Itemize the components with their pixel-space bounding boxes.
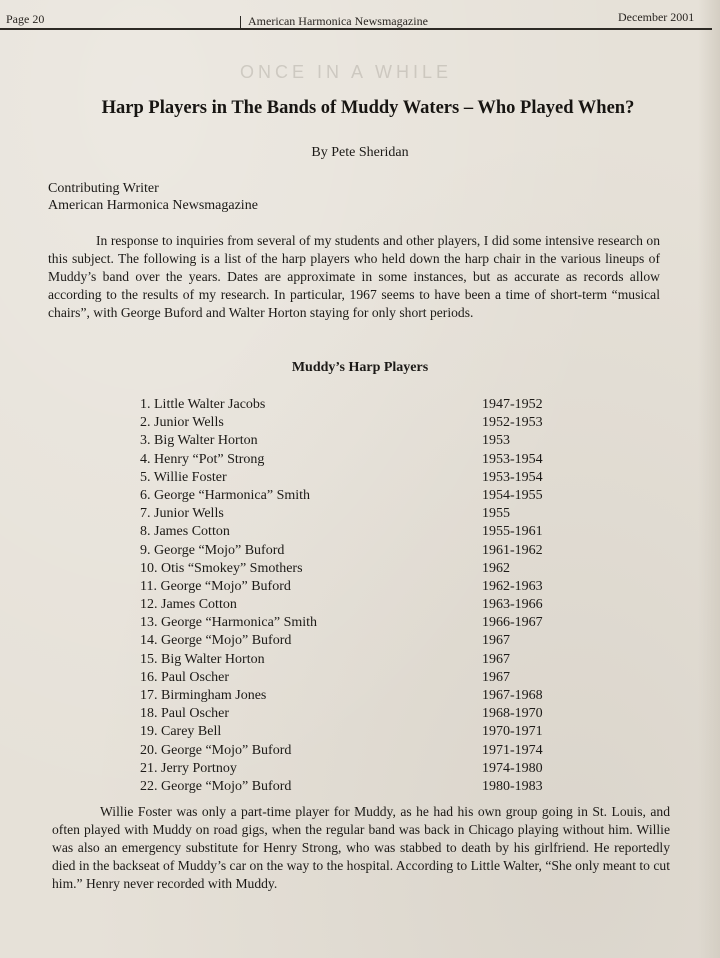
list-item bbox=[140, 543, 560, 561]
harp-players-list bbox=[140, 397, 560, 797]
contributor-role: Contributing Writer bbox=[48, 181, 159, 196]
issue-date: December 2001 bbox=[618, 10, 695, 24]
player-years: 1974-1980 bbox=[482, 760, 543, 776]
player-name: 5. Willie Foster bbox=[140, 469, 227, 485]
player-years: 1961-1962 bbox=[482, 542, 543, 558]
player-years: 1971-1974 bbox=[482, 742, 543, 758]
player-name: 7. Junior Wells bbox=[140, 506, 224, 522]
list-item bbox=[140, 597, 560, 615]
player-name: 10. Otis “Smokey” Smothers bbox=[140, 560, 303, 576]
player-years: 1955-1961 bbox=[482, 524, 543, 540]
player-years: 1952-1953 bbox=[482, 415, 543, 431]
player-name: 19. Carey Bell bbox=[140, 724, 222, 740]
page-header bbox=[0, 10, 720, 30]
player-name: 6. George “Harmonica” Smith bbox=[140, 487, 311, 503]
list-item bbox=[140, 670, 560, 688]
player-years: 1967-1968 bbox=[482, 688, 543, 703]
list-item bbox=[140, 633, 560, 651]
player-years: 1980-1983 bbox=[482, 778, 543, 794]
player-years: 1954-1955 bbox=[482, 487, 543, 503]
player-years: 1967 bbox=[482, 651, 510, 667]
player-years: 1966-1967 bbox=[482, 615, 543, 631]
player-years: 1963-1966 bbox=[482, 597, 543, 613]
player-years: 1968-1970 bbox=[482, 706, 543, 722]
player-name: 14. George “Mojo” Buford bbox=[140, 633, 292, 649]
player-years: 1953-1954 bbox=[482, 469, 543, 485]
list-item bbox=[140, 397, 560, 415]
player-years: 1953 bbox=[482, 433, 510, 449]
list-item bbox=[140, 470, 560, 488]
player-years: 1970-1971 bbox=[482, 724, 543, 740]
intro-paragraph: In response to inquiries from several of my students and other players, I did some intensive research on this subject. The following is a list of the harp players who held down the harp chair in the various lineups of Muddy’s band over the years. Dates are approximate in some instances, but as accurate as records allow according to the results of my research. In particular, 1967 seems to have been a time of short-term “musical chairs”, with George Buford and Walter Horton staying for only short periods. bbox=[48, 233, 660, 320]
player-name: 11. George “Mojo” Buford bbox=[140, 578, 291, 594]
player-years: 1947-1952 bbox=[482, 397, 543, 412]
list-item bbox=[140, 452, 560, 470]
player-name: 4. Henry “Pot” Strong bbox=[140, 451, 265, 467]
list-item bbox=[140, 561, 560, 579]
list-item bbox=[140, 506, 560, 524]
player-name: 9. George “Mojo” Buford bbox=[140, 542, 285, 558]
player-years: 1967 bbox=[482, 633, 510, 649]
page-edge-shadow bbox=[698, 0, 720, 958]
player-name: 3. Big Walter Horton bbox=[140, 433, 258, 449]
header-divider-tick bbox=[240, 16, 241, 28]
player-name: 17. Birmingham Jones bbox=[140, 688, 267, 703]
player-name: 16. Paul Oscher bbox=[140, 669, 230, 685]
list-item bbox=[140, 433, 560, 451]
list-item bbox=[140, 579, 560, 597]
list-item bbox=[140, 706, 560, 724]
closing-paragraph: Willie Foster was only a part-time player for Muddy, as he had his own group going in St. Louis, and often played with Muddy on road gigs, when the regular band was back in Chicago playing without him. Willie was also an emergency substitute for Henry Strong, who was stabbed to death by his girlfriend. He reportedly died in the backseat of Muddy’s car on the way to the hospital. According to Little Walter, “She only meant to cut him.” Henry never recorded with Muddy. bbox=[52, 804, 670, 891]
list-item bbox=[140, 488, 560, 506]
contributor-org: American Harmonica Newsmagazine bbox=[48, 198, 258, 213]
player-name: 12. James Cotton bbox=[140, 597, 237, 613]
player-years: 1962 bbox=[482, 560, 510, 576]
player-years: 1955 bbox=[482, 506, 510, 522]
list-item bbox=[140, 724, 560, 742]
magazine-name: American Harmonica Newsmagazine bbox=[248, 14, 428, 28]
player-name: 20. George “Mojo” Buford bbox=[140, 742, 292, 758]
header-rule bbox=[0, 28, 712, 30]
player-years: 1967 bbox=[482, 669, 510, 685]
player-years: 1953-1954 bbox=[482, 451, 543, 467]
list-item bbox=[140, 652, 560, 670]
player-name: 8. James Cotton bbox=[140, 524, 230, 540]
article-title: Harp Players in The Bands of Muddy Waters – Who Played When? bbox=[101, 98, 635, 118]
player-name: 2. Junior Wells bbox=[140, 415, 224, 431]
contributor-block bbox=[48, 180, 258, 214]
player-name: 21. Jerry Portnoy bbox=[140, 760, 237, 776]
player-name: 15. Big Walter Horton bbox=[140, 651, 265, 667]
list-item bbox=[140, 615, 560, 633]
list-item bbox=[140, 524, 560, 542]
player-name: 22. George “Mojo” Buford bbox=[140, 778, 292, 794]
player-name: 18. Paul Oscher bbox=[140, 706, 230, 722]
page-number: Page 20 bbox=[6, 12, 45, 26]
list-item bbox=[140, 779, 560, 797]
list-item bbox=[140, 688, 560, 706]
list-item bbox=[140, 415, 560, 433]
player-years: 1962-1963 bbox=[482, 578, 543, 594]
article-byline: By Pete Sheridan bbox=[311, 145, 409, 160]
list-item bbox=[140, 743, 560, 761]
player-name: 1. Little Walter Jacobs bbox=[140, 397, 266, 412]
list-title: Muddy’s Harp Players bbox=[291, 360, 429, 375]
bleed-through-text: ONCE IN A WHILE bbox=[240, 62, 453, 82]
player-name: 13. George “Harmonica” Smith bbox=[140, 615, 318, 631]
list-item bbox=[140, 761, 560, 779]
